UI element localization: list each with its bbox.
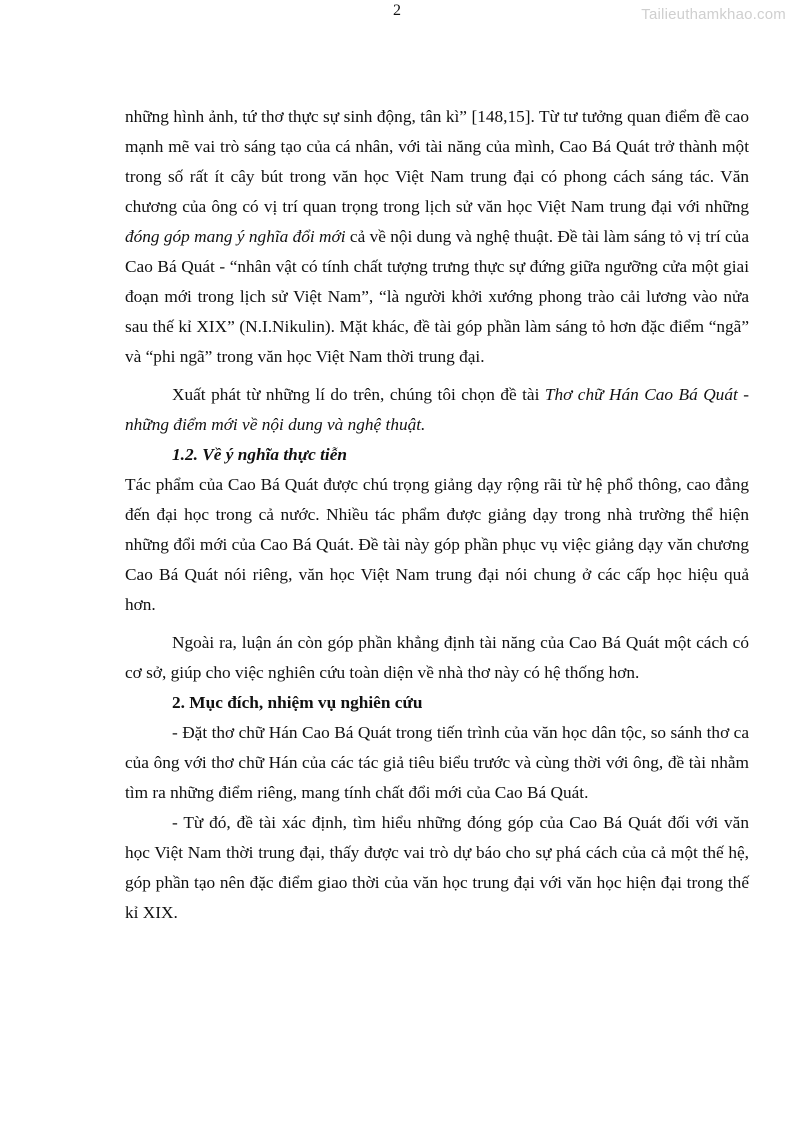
page-number: 2 <box>393 2 401 19</box>
paragraph-1 <box>125 102 749 372</box>
paragraph-3: Tác phẩm của Cao Bá Quát được chú trọng giảng dạy rộng rãi từ hệ phổ thông, cao đẳng đến đại học trong cả nước. Nhiều tác phẩm được giảng dạy trong nhà trường thể hiện những đổi mới của Cao Bá Quát. Đề tài này góp phần phục vụ việc giảng dạy văn chương Cao Bá Quát nói riêng, văn học Việt Nam trung đại nói chung ở các cấp học hiệu quả hơn. <box>125 475 749 614</box>
paragraph-2 <box>125 380 749 440</box>
thesis-title: Thơ chữ Hán Cao Bá Quát - những điểm mới về nội dung và nghệ thuật. <box>125 385 749 434</box>
paragraph-5: - Đặt thơ chữ Hán Cao Bá Quát trong tiến trình của văn học dân tộc, so sánh thơ ca của ông với thơ chữ Hán của các tác giả tiêu biểu trước và cùng thời với ông, đề tài nhằm tìm ra những điểm riêng, mang tính chất đổi mới của Cao Bá Quát. <box>125 723 749 802</box>
paragraph-1-emphasis: đóng góp mang ý nghĩa đổi mới <box>125 227 346 246</box>
watermark: Tailieuthamkhao.com <box>641 6 786 23</box>
paragraph-4: Ngoài ra, luận án còn góp phần khẳng định tài năng của Cao Bá Quát một cách có cơ sở, giúp cho việc nghiên cứu toàn diện về nhà thơ này có hệ thống hơn. <box>125 633 749 682</box>
paragraph-2-text: Xuất phát từ những lí do trên, chúng tôi chọn đề tài <box>172 385 545 404</box>
section-heading-1-2: 1.2. Về ý nghĩa thực tiễn <box>172 445 348 464</box>
paragraph-6: - Từ đó, đề tài xác định, tìm hiểu những đóng góp của Cao Bá Quát đối với văn học Việt Nam thời trung đại, thấy được vai trò dự báo cho sự phá cách của cả một thế hệ, góp phần tạo nên đặc điểm giao thời của văn học trung đại với văn học hiện đại trong thế kỉ XIX. <box>125 813 749 922</box>
document-body <box>125 102 749 928</box>
paragraph-1-text-a: những hình ảnh, tứ thơ thực sự sinh động, tân kì” [148,15]. Từ tư tưởng quan điểm đề cao mạnh mẽ vai trò sáng tạo của cá nhân, với tài năng của mình, Cao Bá Quát trở thành một trong số rất ít cây bút trong văn học Việt Nam trung đại có phong cách sáng tác. Văn chương của ông có vị trí quan trọng trong lịch sử văn học Việt Nam trung đại với những <box>125 107 749 216</box>
section-heading-2: 2. Mục đích, nhiệm vụ nghiên cứu <box>172 693 423 712</box>
paragraph-1-text-b: cả về nội dung và nghệ thuật. Đề tài làm sáng tỏ vị trí của Cao Bá Quát - “nhân vật có tính chất tượng trưng thực sự đứng giữa ngưỡng cửa một giai đoạn mới trong lịch sử Việt Nam”, “là người khởi xướng phong trào cải lương vào nửa sau thế kỉ XIX” (N.I.Nikulin). Mặt khác, đề tài góp phần làm sáng tỏ hơn đặc điểm “ngã” và “phi ngã” trong văn học Việt Nam thời trung đại. <box>125 227 749 366</box>
